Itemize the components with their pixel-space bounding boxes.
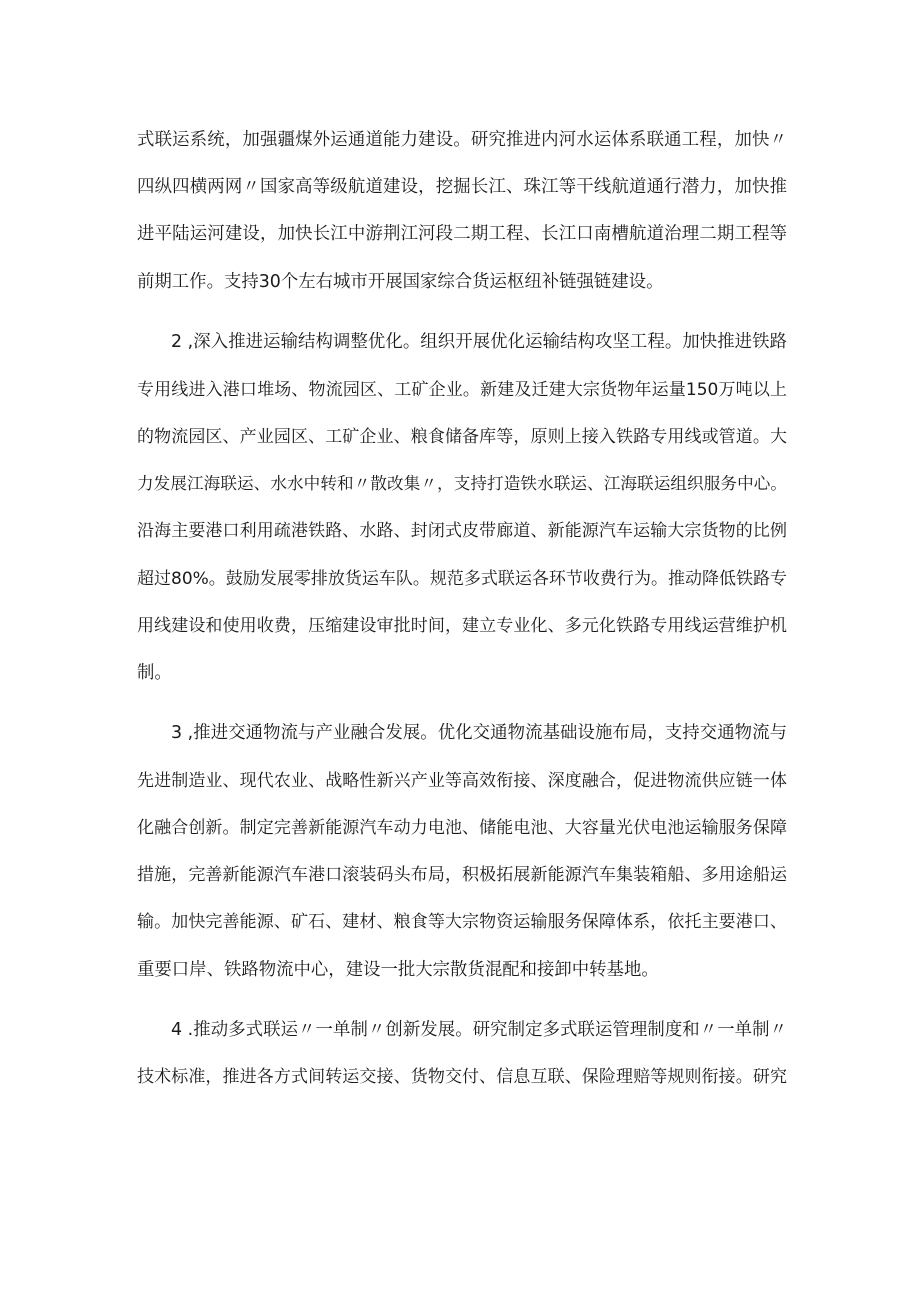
- text-line: 四纵四横两网〃国家高等级航道建设，挖掘长江、珠江等干线航道通行潜力，加快推: [137, 177, 787, 197]
- text-line: 专用线进入港口堆场、物流园区、工矿企业。新建及迁建大宗货物年运量150万吨以上: [137, 380, 787, 400]
- text-line: 化融合创新。制定完善新能源汽车动力电池、储能电池、大容量光伏电池运输服务保障: [137, 818, 787, 838]
- text-line: 4 .推动多式联运〃一单制〃创新发展。研究制定多式联运管理制度和〃一单制〃: [171, 1020, 787, 1040]
- text-line: 力发展江海联运、水水中转和〃散改集〃，支持打造铁水联运、江海联运组织服务中心。: [137, 474, 787, 493]
- text-line: 输。加快完善能源、矿石、建材、粮食等大宗物资运输服务保障体系，依托主要港口、: [137, 912, 787, 932]
- text-line: 措施，完善新能源汽车港口滚装码头布局，积极拓展新能源汽车集装箱船、多用途船运: [137, 865, 787, 885]
- text-line: 进平陆运河建设，加快长江中游荆江河段二期工程、长江口南槽航道治理二期工程等: [137, 224, 787, 244]
- text-line: 式联运系统，加强疆煤外运通道能力建设。研究推进内河水运体系联通工程，加快〃: [137, 130, 787, 150]
- text-line: 2 ,深入推进运输结构调整优化。组织开展优化运输结构攻坚工程。加快推进铁路: [171, 332, 787, 352]
- text-line: 用线建设和使用收费，压缩建设审批时间，建立专业化、多元化铁路专用线运营维护机: [137, 616, 787, 636]
- text-line: 前期工作。支持30个左右城市开展国家综合货运枢纽补链强链建设。: [137, 272, 664, 292]
- text-line: 重要口岸、铁路物流中心，建设一批大宗散货混配和接卸中转基地。: [137, 960, 659, 980]
- text-line: 技术标准，推进各方式间转运交接、货物交付、信息互联、保险理赔等规则衔接。研究: [137, 1067, 787, 1087]
- text-line: 的物流园区、产业园区、工矿企业、粮食储备库等，原则上接入铁路专用线或管道。大: [137, 427, 787, 447]
- text-line: 先进制造业、现代农业、战略性新兴产业等高效衔接、深度融合，促进物流供应链一体: [137, 771, 787, 791]
- text-line: 沿海主要港口利用疏港铁路、水路、封闭式皮带廊道、新能源汽车运输大宗货物的比例: [137, 521, 787, 541]
- text-line: 3 ,推进交通物流与产业融合发展。优化交通物流基础设施布局，支持交通物流与: [171, 723, 787, 743]
- text-line: 超过80%。鼓励发展零排放货运车队。规范多式联运各环节收费行为。推动降低铁路专: [137, 569, 787, 589]
- text-line: 制。: [137, 663, 172, 683]
